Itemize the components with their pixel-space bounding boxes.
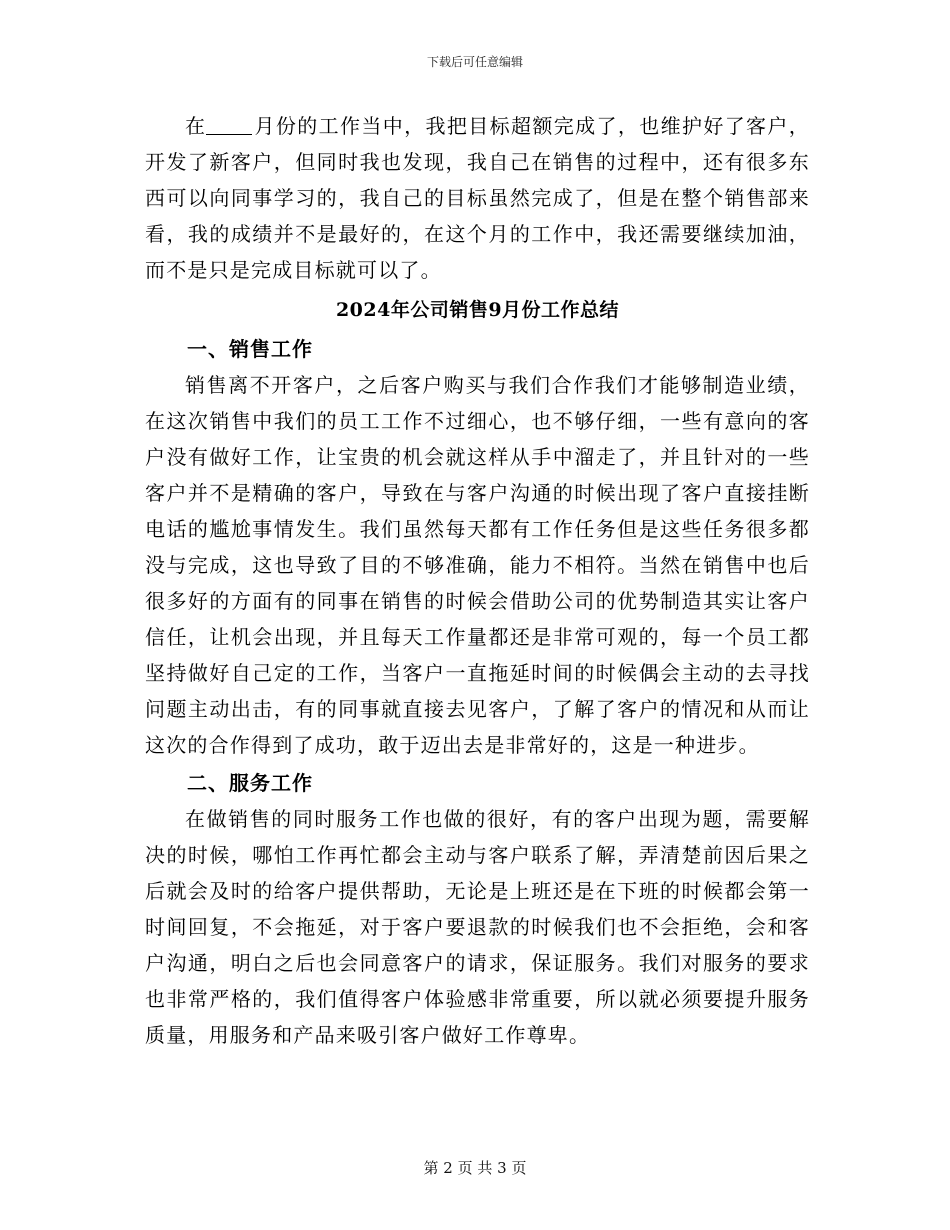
document-title: 2024年公司销售9月份工作总结 bbox=[335, 299, 620, 321]
section-body-sales: 销售离不开客户，之后客户购买与我们合作我们才能够制造业绩，在这次销售中我们的员工工作不过细心，也不够仔细，一些有意向的客户没有做好工作，让宝贵的机会就这样从手中溜走了，并且针对的一些客户并不是精确的客户，导致在与客户沟通的时候出现了客户直接挂断电话的尴尬事情发生。我们虽然每天都有工作任务但是这些任务很多都没与完成，这也导致了目的不够准确，能力不相符。当然在销售中也后很多好的方面有的同事在销售的时候会借助公司的优势制造其实让客户信任，让机会出现，并且每天工作量都还是非常可观的，每一个员工都坚持做好自己定的工作，当客户一直拖延时间的时候偶会主动的去寻找问题主动出击，有的同事就直接去见客户，了解了客户的情况和从而让这次的合作得到了成功，敢于迈出去是非常好的，这是一种进步。 bbox=[145, 373, 810, 757]
intro-prefix: 在 bbox=[185, 114, 207, 138]
section-heading-sales: 一、销售工作 bbox=[187, 337, 313, 361]
page-number-footer: 第 2 页 共 3 页 bbox=[423, 1159, 527, 1177]
intro-text: 月份的工作当中，我把目标超额完成了，也维护好了客户，开发了新客户，但同时我也发现，我自己在销售的过程中，还有很多东西可以向同事学习的，我自己的目标虽然完成了，但是在整个销售部来看，我的成绩并不是最好的，在这个月的工作中，我还需要继续加油，而不是只是完成目标就可以了。 bbox=[145, 114, 810, 282]
section-heading-service: 二、服务工作 bbox=[187, 771, 313, 795]
section-body-service: 在做销售的同时服务工作也做的很好，有的客户出现为题，需要解决的时候，哪怕工作再忙都会主动与客户联系了解，弄清楚前因后果之后就会及时的给客户提供帮助，无论是上班还是在下班的时候都会第一时间回复，不会拖延，对于客户要退款的时候我们也不会拒绝，会和客户沟通，明白之后也会同意客户的请求，保证服务。我们对服务的要求也非常严格的，我们值得客户体验感非常重要，所以就必须要提升服务质量，用服务和产品来吸引客户做好工作尊卑。 bbox=[145, 807, 810, 1047]
page-header-note: 下载后可任意编辑 bbox=[426, 55, 523, 69]
document-body bbox=[145, 108, 810, 1053]
fill-in-blank bbox=[206, 116, 252, 135]
intro-paragraph bbox=[145, 108, 810, 288]
